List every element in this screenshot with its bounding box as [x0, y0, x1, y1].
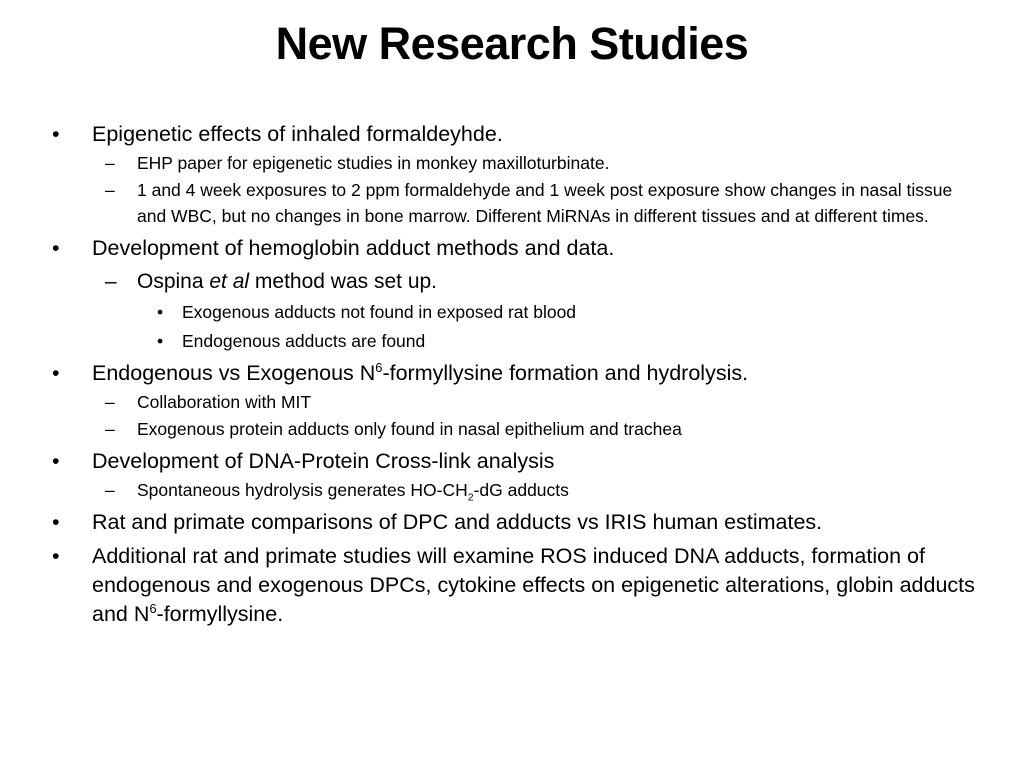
item-text: Rat and primate comparisons of DPC and adducts vs IRIS human estimates. — [92, 510, 823, 534]
item-text-pre: Ospina — [137, 270, 210, 293]
list-item — [52, 508, 982, 537]
dash-icon: – — [105, 419, 115, 439]
item-text-post: -formyllysine formation and hydrolysis. — [382, 361, 749, 385]
bullet-icon: • — [157, 331, 164, 351]
dash-icon: – — [105, 270, 117, 293]
list-item — [52, 477, 982, 503]
list-item — [52, 542, 982, 629]
bullet-icon: • — [52, 510, 60, 534]
bullet-icon: • — [52, 361, 60, 385]
item-text-italic: et al — [209, 270, 250, 293]
bullet-list — [52, 115, 982, 629]
bullet-icon: • — [52, 544, 60, 568]
item-superscript: 6 — [375, 359, 383, 375]
dash-icon: – — [105, 480, 115, 500]
list-item — [52, 234, 982, 263]
item-text-post: -formyllysine. — [156, 602, 284, 626]
slide-title: New Research Studies — [275, 18, 749, 69]
item-text-post: -dG adducts — [473, 480, 569, 500]
list-item — [52, 447, 982, 476]
list-item — [52, 267, 982, 296]
dash-icon: – — [105, 180, 115, 200]
item-text: Exogenous protein adducts only found in nasal epithelium and trachea — [137, 419, 682, 439]
item-text: Development of DNA-Protein Cross-link analysis — [92, 449, 555, 473]
list-item — [52, 120, 982, 149]
dash-icon: – — [105, 392, 115, 412]
item-superscript: 6 — [149, 600, 157, 616]
item-text: Exogenous adducts not found in exposed rat blood — [182, 302, 577, 322]
list-item — [52, 299, 982, 325]
bullet-icon: • — [157, 302, 164, 322]
bullet-icon: • — [52, 449, 60, 473]
list-item — [52, 359, 982, 388]
item-text-pre: Spontaneous hydrolysis generates HO-CH — [137, 480, 468, 500]
item-text: EHP paper for epigenetic studies in monkey maxilloturbinate. — [137, 153, 610, 173]
item-text: Endogenous adducts are found — [182, 331, 426, 351]
list-item — [52, 150, 982, 176]
item-text-pre: Additional rat and primate studies will examine ROS induced DNA adducts, formation of endogenous and exogenous DPCs, cytokine effects on epigenetic alterations, globin adducts and N — [92, 544, 975, 626]
list-item — [52, 328, 982, 354]
list-item — [52, 389, 982, 415]
list-item — [52, 177, 982, 229]
item-text: Epigenetic effects of inhaled formaldeyhde. — [92, 122, 503, 146]
item-subscript: 2 — [467, 491, 474, 504]
list-item — [52, 416, 982, 442]
item-text: 1 and 4 week exposures to 2 ppm formaldehyde and 1 week post exposure show changes in nasal tissue and WBC, but no changes in bone marrow. Different MiRNAs in different tissues and at different times. — [137, 180, 953, 226]
item-text-pre: Endogenous vs Exogenous N — [92, 361, 376, 385]
item-text: Development of hemoglobin adduct methods and data. — [92, 236, 615, 260]
item-text: Collaboration with MIT — [137, 392, 312, 412]
dash-icon: – — [105, 153, 115, 173]
bullet-icon: • — [52, 122, 60, 146]
item-text-post: method was set up. — [249, 270, 438, 293]
bullet-icon: • — [52, 236, 60, 260]
